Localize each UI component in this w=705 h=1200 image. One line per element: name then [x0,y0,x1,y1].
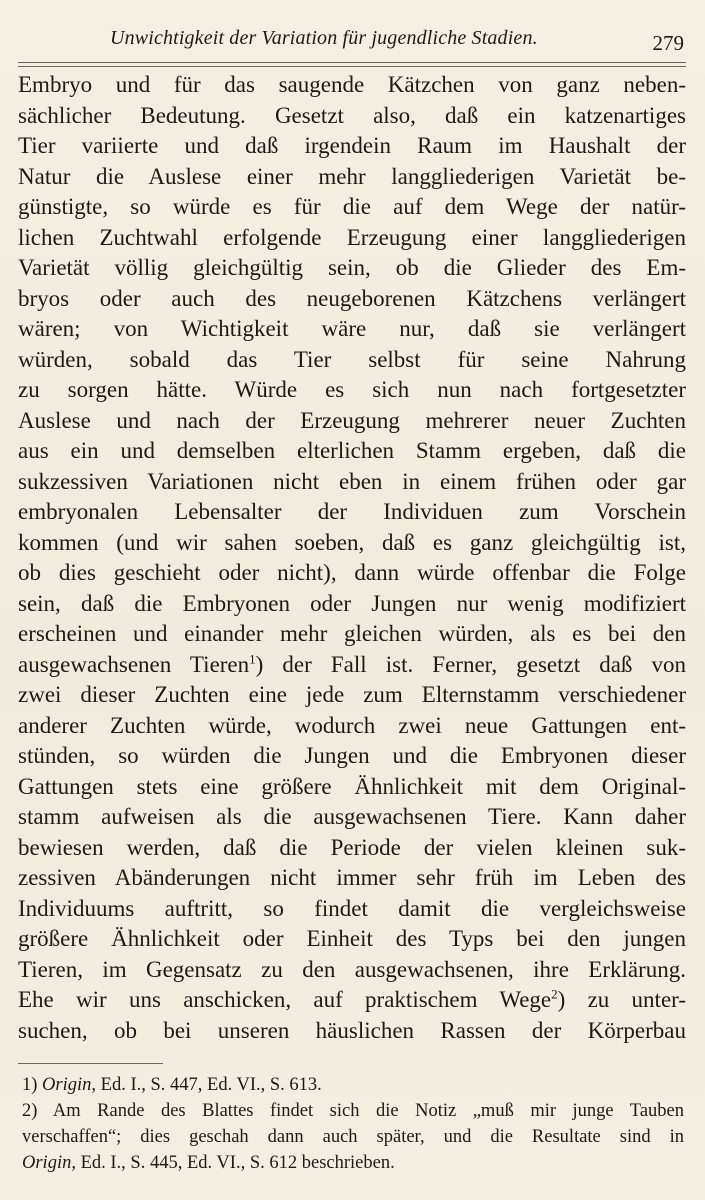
text-line: würden, sobald das Tier selbst für seine Nahrung [18,346,686,372]
footnote-2-line [22,1150,684,1176]
text-line: Embryo und für das saugende Kätzchen von ganz neben- [18,72,686,97]
citation: Ed. I., S. 445, Ed. VI., S. 612 beschrieben. [80,1153,395,1173]
text-line: zwei dieser Zuchten eine jede zum Elternstamm verschiedener [18,682,686,707]
text-line: stamm aufweisen als die ausgewachsenen Tiere. Kann daher [18,804,686,829]
text-segment: ) der Fall ist. Ferner, gesetzt daß von [255,651,686,677]
text-line: Auslese und nach der Erzeugung mehrerer neuer Zuchten [18,407,686,433]
text-line: sein, daß die Embryonen oder Jungen nur wenig modifiziert [18,590,686,616]
text-line: zu sorgen hätte. Würde es sich nun nach fortgesetzter [18,377,686,402]
running-title: Unwichtigkeit der Variation für jugendliche Stadien. [110,27,538,49]
text-line: Natur die Auslese einer mehr langgliederigen Varietät be- [18,163,686,189]
footnote-divider [18,1063,163,1064]
page-number: 279 [652,31,684,55]
text-line: sukzessiven Variationen nicht eben in einem frühen oder gar [18,468,686,494]
text-line: erscheinen und einander mehr gleichen würden, als es bei den [18,621,686,646]
footnote-mark: 2 [551,986,558,1002]
text-segment: Ehe wir uns anschicken, auf praktischem Wege [18,987,552,1012]
text-line-with-footnote-mark [18,650,686,681]
text-line: wären; von Wichtigkeit wäre nur, daß sie verlängert [18,316,686,341]
text-line: Individuums auftritt, so findet damit die vergleichsweise [18,895,686,921]
footnote-1 [22,1072,684,1098]
header-rule-upper [18,62,686,63]
footnote-2-line: verschaffen“; dies geschah dann auch später, und die Resultate sind in [22,1127,684,1147]
text-line: kommen (und wir sahen soeben, daß es ganz gleichgültig ist, [18,529,686,555]
text-line: anderer Zuchten würde, wodurch zwei neue Gattungen ent- [18,712,686,738]
text-line: embryonalen Lebensalter der Individuen zum Vorschein [18,499,686,524]
text-line: lichen Zuchtwahl erfolgende Erzeugung einer langgliederigen [18,224,686,250]
cited-work: Origin, [42,1075,97,1095]
text-line: suchen, ob bei unseren häuslichen Rassen der Körperbau [18,1017,686,1043]
header-rule-lower [18,66,686,67]
text-line-with-footnote-mark [18,985,686,1016]
cited-work: Origin, [22,1153,76,1173]
footnote-number: 1) [22,1075,38,1095]
main-text [18,70,686,1046]
text-line: günstigte, so würde es für die auf dem Wege der natür- [18,194,686,219]
footnote-2-line: 2) Am Rande des Blattes findet sich die Notiz „muß mir junge Tauben [22,1101,684,1121]
text-line: zessiven Abänderungen nicht immer sehr früh im Leben des [18,865,686,890]
footnotes [22,1072,684,1176]
text-line: aus ein und demselben elterlichen Stamm ergeben, daß die [18,438,686,463]
text-segment: ) zu unter- [557,987,686,1012]
citation: Ed. I., S. 447, Ed. VI., S. 613. [100,1075,322,1095]
text-line: bryos oder auch des neugeborenen Kätzchens verlängert [18,285,686,311]
text-line: Varietät völlig gleichgültig sein, ob die Glieder des Em- [18,255,686,280]
text-line: sächlicher Bedeutung. Gesetzt also, daß ein katzenartiges [18,102,686,128]
text-segment: ausgewachsenen Tieren [18,651,250,677]
text-line: stünden, so würden die Jungen und die Embryonen dieser [18,743,686,768]
footnote-mark: 1 [249,650,256,666]
text-line: bewiesen werden, daß die Periode der vielen kleinen suk- [18,834,686,860]
page-header [18,25,688,55]
text-line: ob dies geschieht oder nicht), dann würde offenbar die Folge [18,560,686,585]
text-line: Tieren, im Gegensatz zu den ausgewachsenen, ihre Erklärung. [18,956,686,982]
text-line: Tier variierte und daß irgendein Raum im Haushalt der [18,133,686,158]
text-line: Gattungen stets eine größere Ähnlichkeit mit dem Original- [18,773,686,799]
text-line: größere Ähnlichkeit oder Einheit des Typs bei den jungen [18,926,686,951]
